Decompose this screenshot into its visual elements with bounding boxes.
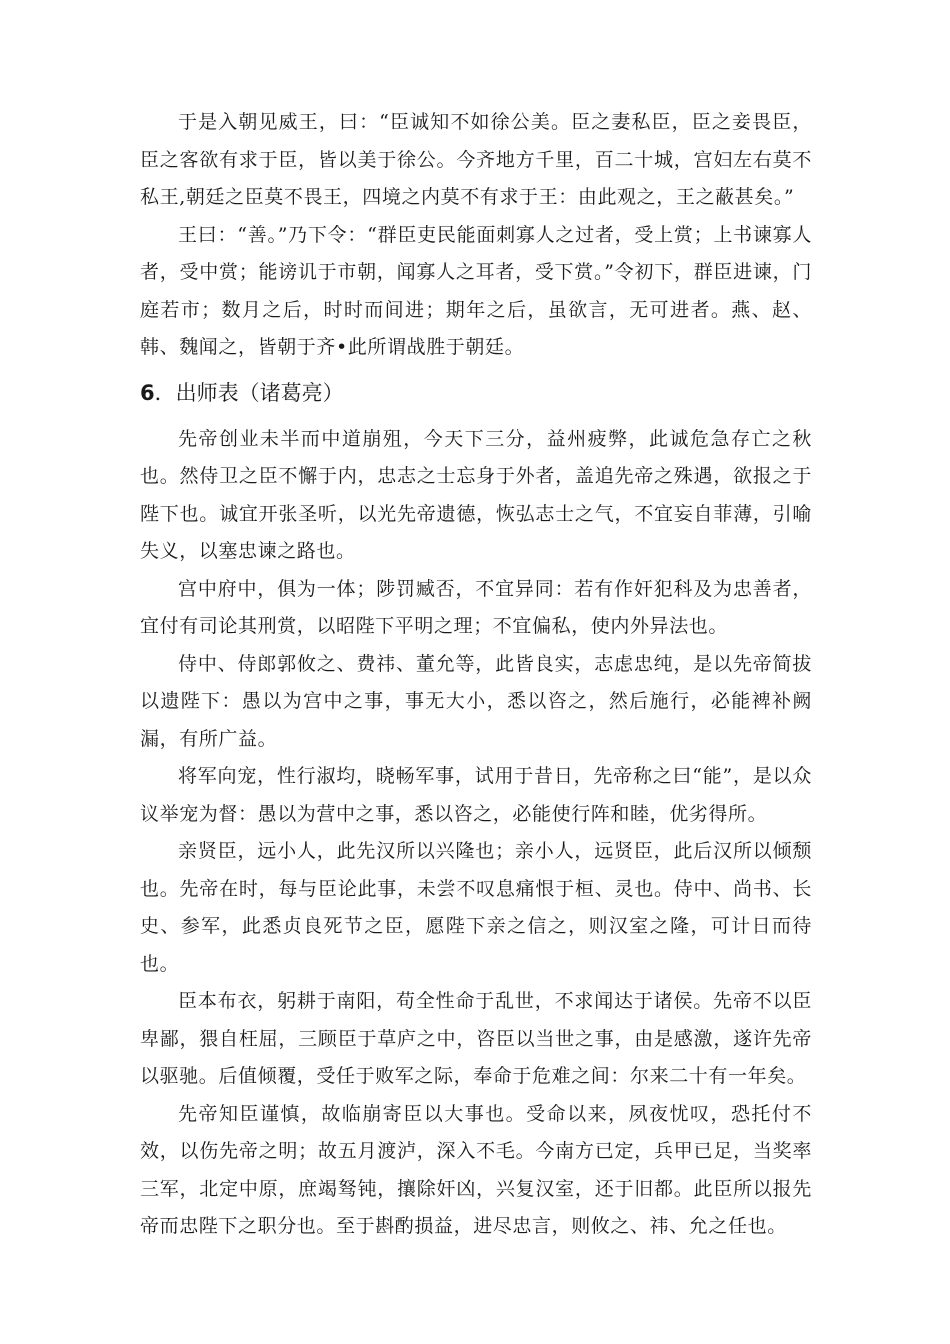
paragraph-chu-shi-biao-6: 臣本布衣，躬耕于南阳，苟全性命于乱世，不求闻达于诸侯。先帝不以臣卑鄙，猥自枉屈，三顾臣于草庐之中，咨臣以当世之事，由是感激，遂许先帝以驱驰。后值倾覆，受任于败军之际，奉命于危难之间：尔来二十有一年矣。 [140,990,812,1087]
paragraph-chu-shi-biao-5: 亲贤臣，远小人，此先汉所以兴隆也；亲小人，远贤臣，此后汉所以倾颓也。先帝在时，每与臣论此事，未尝不叹息痛恨于桓、灵也。侍中、尚书、长史、参军，此悉贞良死节之臣，愿陛下亲之信之，则汉室之隆，可计日而待也。 [140,840,812,975]
document-page [140,104,812,1246]
paragraph-zou-ji-1: 于是入朝见威王，曰：“臣诚知不如徐公美。臣之妻私臣，臣之妾畏臣，臣之客欲有求于臣，皆以美于徐公。今齐地方千里，百二十城，宫妇左右莫不私王,朝廷之臣莫不畏王，四境之内莫不有求于王：由此观之，王之蔽甚矣。” [140,111,812,208]
paragraph-chu-shi-biao-4: 将军向宠，性行淑均，晓畅军事，试用于昔日，先帝称之曰“能”，是以众议举宠为督：愚以为营中之事，悉以咨之，必能使行阵和睦，优劣得所。 [140,765,812,825]
paragraph-chu-shi-biao-2: 宫中府中，俱为一体；陟罚臧否，不宜异同：若有作奸犯科及为忠善者，宜付有司论其刑赏，以昭陛下平明之理；不宜偏私，使内外异法也。 [140,577,812,637]
paragraph-chu-shi-biao-7: 先帝知臣谨慎，故临崩寄臣以大事也。受命以来，夙夜忧叹，恐托付不效，以伤先帝之明；故五月渡泸，深入不毛。今南方已定，兵甲已足，当奖率三军，北定中原，庶竭驽钝，攘除奸凶，兴复汉室，还于旧都。此臣所以报先帝而忠陛下之职分也。至于斟酌损益，进尽忠言，则攸之、祎、允之任也。 [140,1102,812,1237]
section-number-separator: ． [154,380,176,405]
paragraph-chu-shi-biao-3: 侍中、侍郎郭攸之、费祎、董允等，此皆良实，志虑忠纯，是以先帝简拔以遗陛下：愚以为宫中之事，事无大小，悉以咨之，然后施行，必能裨补阙漏，有所广益。 [140,652,812,750]
section-heading [140,375,812,412]
paragraph-zou-ji-2: 王曰：“善。”乃下令：“群臣吏民能面刺寡人之过者，受上赏；上书谏寡人者，受中赏；能谤讥于市朝，闻寡人之耳者，受下赏。”令初下，群臣进谏，门庭若市；数月之后，时时而间进；期年之后，虽欲言，无可进者。燕、赵、韩、魏闻之，皆朝于齐•此所谓战胜于朝廷。 [140,223,812,358]
section-number: 6 [140,380,155,405]
section-title: 出师表（诸葛亮） [175,380,344,405]
paragraph-chu-shi-biao-1: 先帝创业未半而中道崩殂，今天下三分，益州疲弊，此诚危急存亡之秋也。然侍卫之臣不懈于内，忠志之士忘身于外者，盖追先帝之殊遇，欲报之于陛下也。诚宜开张圣听，以光先帝遗德，恢弘志士之气，不宜妄自菲薄，引喻失义，以塞忠谏之路也。 [140,427,812,562]
